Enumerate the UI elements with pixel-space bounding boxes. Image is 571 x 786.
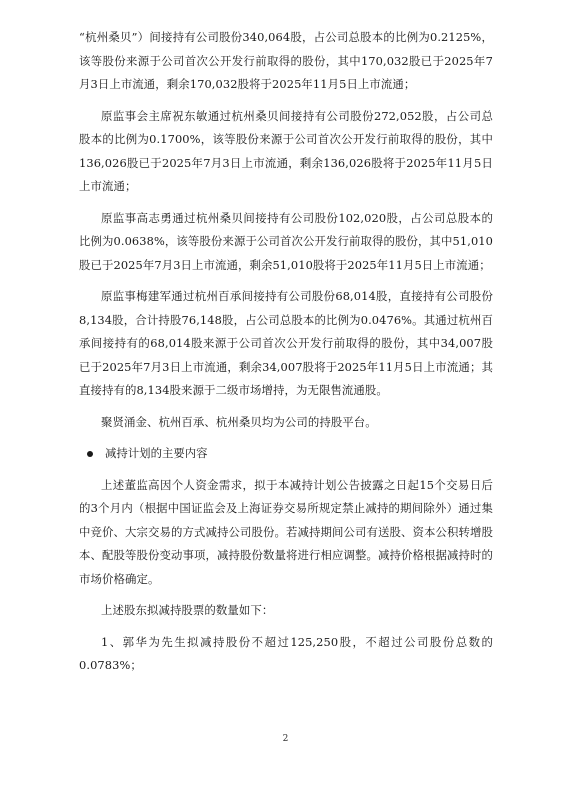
paragraph-holding-platforms: 聚贤涌金、杭州百承、杭州桑贝均为公司的持股平台。 [101, 414, 377, 429]
paragraph-gao-zhiyong: 原监事高志勇通过杭州桑贝间接持有公司股份102,020股，占公司总股本的比例为0.0638%，该等股份来源于公司首次公开发行前取得的股份，其中51,010股已于2025年7月3日上市流通，剩余51,010股将于2025年11月5日上市流通； [79, 210, 493, 272]
paragraph-hangzhou-sangbei: “杭州桑贝”）间接持有公司股份340,064股，占公司总股本的比例为0.2125%，该等股份来源于公司首次公开发行前取得的股份，其中170,032股已于2025年7月3日上市流通，剩余170,032股将于2025年11月5日上市流通； [79, 30, 493, 91]
page-number: 2 [282, 734, 289, 744]
paragraph-mei-jianjun: 原监事梅建军通过杭州百承间接持有公司股份68,014股，直接持有公司股份8,134股，合计持股76,148股，占公司总股本的比例为0.0476%。其通过杭州百承间接持有的68,014股来源于公司首次公开发行前取得的股份，其中34,007股已于2025年7月3日上市流通，剩余34,007股将于2025年11月5日上市流通；其直接持有的8,134股来源于二级市场增持，为无限售流通股。 [79, 289, 493, 397]
section-heading-reduction-plan [79, 442, 493, 466]
paragraph-zhu-dongmin: 原监事会主席祝东敏通过杭州桑贝间接持有公司股份272,052股，占公司总股本的比例为0.1700%，该等股份来源于公司首次公开发行前取得的股份，其中136,026股已于2025年7月3日上市流通，剩余136,026股将于2025年11月5日上市流通； [79, 108, 493, 193]
section-heading-text: 减持计划的主要内容 [105, 446, 208, 460]
document-body [79, 26, 493, 678]
bullet-icon [87, 451, 93, 457]
paragraph-guo-huawei: 1、郭华为先生拟减持股份不超过125,250股，不超过公司股份总数的0.0783%； [79, 634, 493, 672]
paragraph-reduction-details: 上述董监高因个人资金需求，拟于本减持计划公告披露之日起15个交易日后的3个月内（根据中国证监会及上海证券交易所规定禁止减持的期间除外）通过集中竞价、大宗交易的方式减持公司股份。若减持期间公司有送股、资本公积转增股本、配股等股份变动事项，减持股份数量将进行相应调整。减持价格根据减持时的市场价格确定。 [79, 477, 493, 586]
paragraph-reduction-quantity-intro: 上述股东拟减持股票的数量如下： [101, 603, 274, 617]
